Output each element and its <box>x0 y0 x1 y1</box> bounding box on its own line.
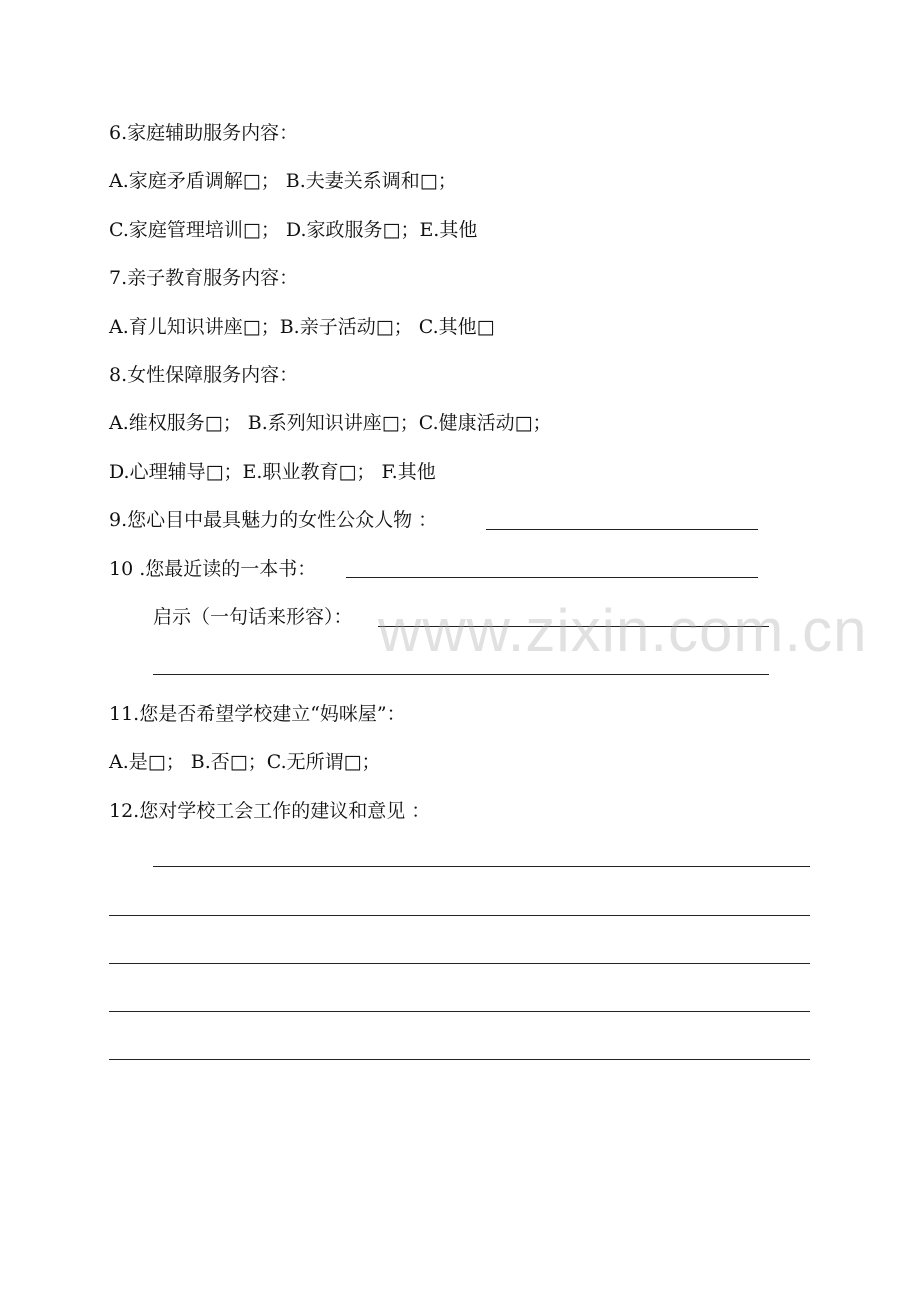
question-8-title: 8.女性保障服务内容： <box>109 364 299 386</box>
question-7-options-row-1: A.育儿知识讲座□；B.亲子活动□； C.其他□ <box>109 316 495 338</box>
question-12-answer-line-3 <box>109 963 810 964</box>
question-11-title: 11.您是否希望学校建立“妈咪屋”： <box>109 703 406 725</box>
question-7-title: 7.亲子教育服务内容： <box>109 267 299 289</box>
question-6-options-row-1: A.家庭矛盾调解□； B.夫妻关系调和□； <box>109 170 457 192</box>
question-12-answer-line-2 <box>109 915 810 916</box>
question-10-sub-label: 启示（一句话来形容）： <box>153 606 353 628</box>
question-12-answer-line-4 <box>109 1011 810 1012</box>
question-8-options-row-1: A.维权服务□； B.系列知识讲座□；C.健康活动□； <box>109 412 552 434</box>
question-10-answer-line <box>346 577 758 578</box>
watermark: www.zixin.com.cn <box>378 597 868 664</box>
question-12-title: 12.您对学校工会工作的建议和意见 ： <box>109 800 431 822</box>
question-6-options-row-2: C.家庭管理培训□； D.家政服务□；E.其他 <box>109 219 478 241</box>
question-10-sub-answer-line-2 <box>153 674 769 675</box>
question-12-answer-line-5 <box>109 1059 810 1060</box>
question-11-options-row-1: A.是□； B.否□；C.无所谓□； <box>109 751 381 773</box>
question-12-answer-line-1 <box>153 866 810 867</box>
question-10-sub-answer-line-1 <box>378 626 769 627</box>
question-10-title: 10 .您最近读的一本书： <box>109 558 317 580</box>
question-9-title: 9.您心目中最具魅力的女性公众人物 ： <box>109 509 438 531</box>
question-8-options-row-2: D.心理辅导□；E.职业教育□； F.其他 <box>109 461 436 483</box>
question-9-answer-line <box>486 529 758 530</box>
question-6-title: 6.家庭辅助服务内容： <box>109 122 299 144</box>
